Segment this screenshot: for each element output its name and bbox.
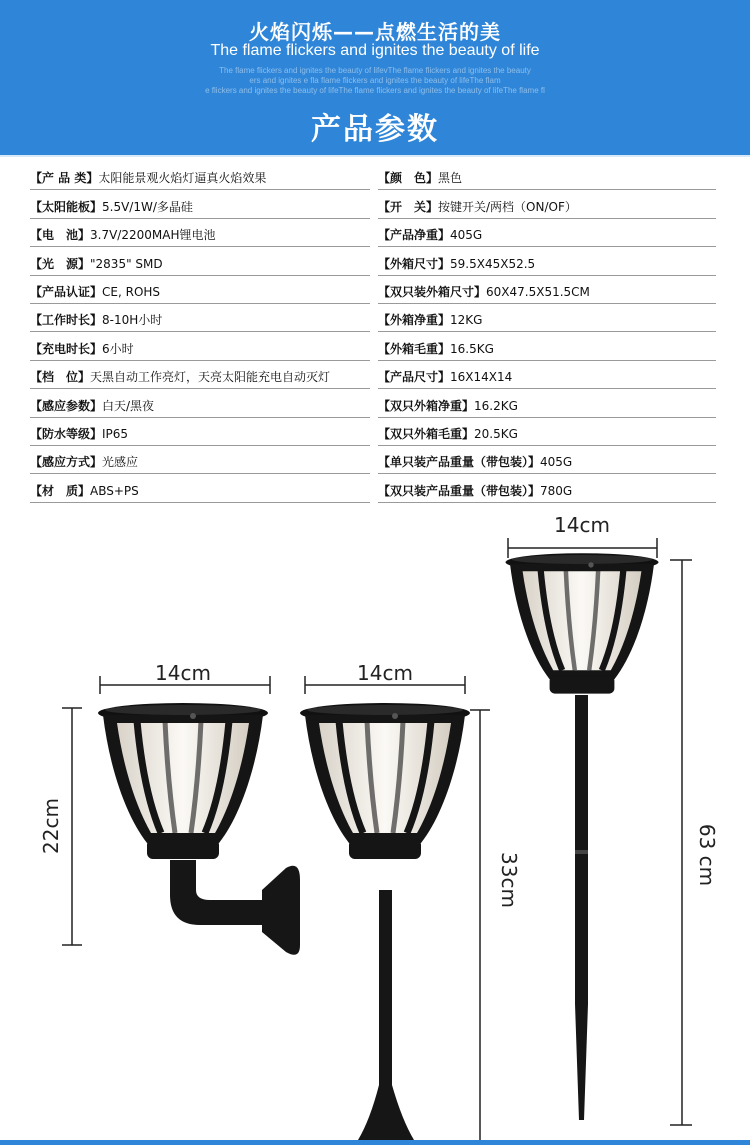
decorative-text-line: e flickers and ignites the beauty of lifeThe flame flickers and ignites the beauty of lifeThe flame fl <box>205 86 545 95</box>
wall-lamp <box>98 703 300 955</box>
spec-row <box>30 304 370 332</box>
spec-value: 16.5KG <box>450 341 494 356</box>
spec-value: "2835" SMD <box>90 256 163 271</box>
spec-value: 12KG <box>450 313 483 328</box>
decorative-text-line: ers and ignites e fla flame flickers and ignites the beauty of lifeThe flam <box>249 76 501 85</box>
spec-key: 【产 品 类】 <box>30 171 99 186</box>
spec-table-right <box>378 162 716 503</box>
spec-key: 【感应参数】 <box>30 398 103 413</box>
spec-value: 天黑自动工作亮灯，天亮太阳能充电自动灭灯 <box>90 370 331 385</box>
spec-row <box>378 304 716 332</box>
spec-key: 【充电时长】 <box>30 341 103 356</box>
spec-row <box>30 389 370 417</box>
short-width-label: 14cm <box>357 661 413 685</box>
spec-key: 【电 池】 <box>30 228 91 243</box>
spec-row <box>378 474 716 502</box>
spec-key: 【工作时长】 <box>30 313 103 328</box>
spec-row <box>30 190 370 218</box>
short-height-label: 33cm <box>497 852 521 908</box>
tall-post-lamp <box>506 553 659 1120</box>
spec-row <box>378 276 716 304</box>
wall-width-label: 14cm <box>155 661 211 685</box>
spec-row <box>378 247 716 275</box>
footer-bar <box>0 1140 750 1145</box>
spec-value: IP65 <box>102 426 129 441</box>
spec-row <box>378 190 716 218</box>
spec-value: 按键开关/两档（ON/OF） <box>438 199 577 214</box>
spec-row <box>30 162 370 190</box>
spec-row <box>30 361 370 389</box>
spec-value: 5.5V/1W/多晶硅 <box>102 199 193 214</box>
spec-key: 【单只装产品重量（带包装）】 <box>378 455 541 470</box>
short-post-lamp <box>300 703 470 1140</box>
spec-key: 【太阳能板】 <box>30 199 103 214</box>
spec-row <box>378 389 716 417</box>
spec-value: 59.5X45X52.5 <box>450 256 536 271</box>
spec-key: 【开 关】 <box>378 199 439 214</box>
spec-key: 【感应方式】 <box>30 455 103 470</box>
spec-value: 16X14X14 <box>450 370 513 385</box>
section-title: 产品参数 <box>311 112 439 147</box>
spec-key: 【双只装外箱尺寸】 <box>378 284 487 299</box>
spec-key: 【外箱尺寸】 <box>378 256 451 271</box>
headline-english: The flame flickers and ignites the beauty of life <box>210 42 540 59</box>
spec-value: 405G <box>450 228 483 243</box>
spec-key: 【防水等级】 <box>30 426 103 441</box>
spec-row <box>378 418 716 446</box>
headline-chinese: 火焰闪烁——点燃生活的美 <box>249 20 501 44</box>
spec-row <box>30 219 370 247</box>
spec-value: 20.5KG <box>474 426 518 441</box>
spec-row <box>30 446 370 474</box>
banner-divider <box>0 155 750 157</box>
spec-key: 【光 源】 <box>30 256 91 271</box>
spec-row <box>378 332 716 360</box>
wall-height-label: 22cm <box>39 798 63 854</box>
spec-row <box>30 247 370 275</box>
spec-value: 780G <box>540 483 573 498</box>
spec-value: 光感应 <box>102 455 139 470</box>
spec-key: 【产品认证】 <box>30 284 103 299</box>
spec-key: 【双只装产品重量（带包装）】 <box>378 483 541 498</box>
spec-row <box>30 332 370 360</box>
spec-value: 太阳能景观火焰灯逼真火焰效果 <box>98 171 267 186</box>
spec-key: 【档 位】 <box>30 370 91 385</box>
spec-key: 【外箱净重】 <box>378 313 451 328</box>
tall-width-label: 14cm <box>554 513 610 537</box>
product-dimension-illustration <box>0 500 750 1140</box>
spec-value: CE, ROHS <box>102 284 161 299</box>
decorative-text-line: The flame flickers and ignites the beauty of lifevThe flame flickers and ignites the beauty <box>219 66 531 75</box>
spec-key: 【产品尺寸】 <box>378 370 451 385</box>
spec-value: 16.2KG <box>474 398 518 413</box>
spec-row <box>378 162 716 190</box>
spec-row <box>378 219 716 247</box>
spec-value: 3.7V/2200MAH锂电池 <box>90 228 216 243</box>
spec-key: 【材 质】 <box>30 483 91 498</box>
spec-key: 【颜 色】 <box>378 171 439 186</box>
spec-row <box>30 474 370 502</box>
spec-row <box>30 418 370 446</box>
spec-value: 6小时 <box>102 341 134 356</box>
spec-key: 【双只外箱毛重】 <box>378 426 475 441</box>
spec-key: 【产品净重】 <box>378 228 451 243</box>
spec-value: 60X47.5X51.5CM <box>486 284 590 299</box>
spec-value: 8-10H小时 <box>102 313 163 328</box>
tall-height-label: 63 cm <box>695 823 719 887</box>
spec-key: 【外箱毛重】 <box>378 341 451 356</box>
spec-value: ABS+PS <box>90 483 139 498</box>
spec-row <box>378 446 716 474</box>
spec-value: 白天/黑夜 <box>102 398 155 413</box>
header-banner <box>0 0 750 157</box>
spec-row <box>378 361 716 389</box>
spec-value: 黑色 <box>438 171 463 186</box>
spec-row <box>30 276 370 304</box>
spec-value: 405G <box>540 455 573 470</box>
spec-key: 【双只外箱净重】 <box>378 398 475 413</box>
spec-table-left <box>30 162 370 503</box>
